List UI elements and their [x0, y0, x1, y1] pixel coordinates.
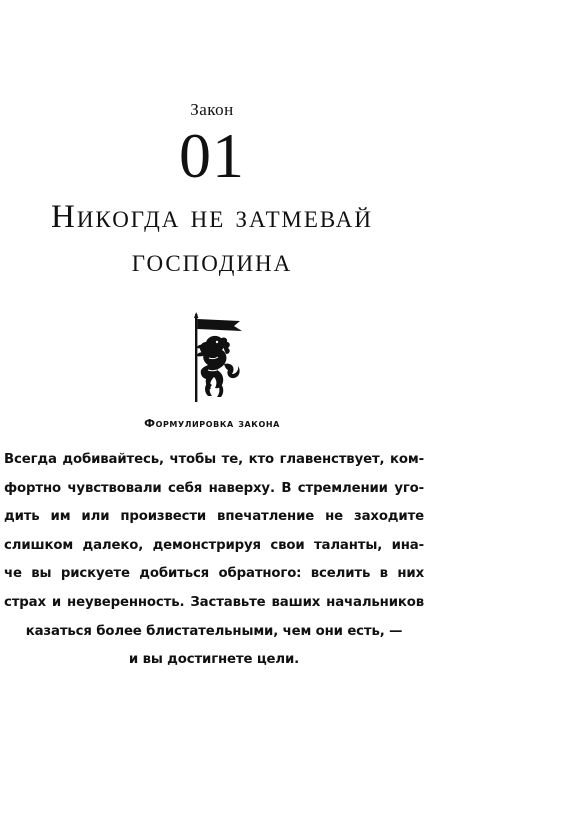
- law-text-line: дить им или произвести впечатление не заходите: [4, 509, 424, 525]
- law-text-line: Всегда добивайтесь, чтобы те, кто главенствует, ком-: [4, 452, 424, 467]
- law-text-line: че вы рискуете добиться обратного: вселить в них: [4, 566, 424, 582]
- law-title: [0, 195, 424, 283]
- law-title-line-2: господина: [131, 243, 293, 279]
- law-title-line-1: Никогда не затмевай: [50, 199, 374, 235]
- law-text-line: слишком далеко, демонстрируя свои таланты, ина-: [4, 537, 424, 553]
- law-text-line: и вы достигнете цели.: [128, 652, 300, 668]
- law-number: 01: [179, 120, 245, 191]
- formulation-heading: Формулировка закона: [144, 417, 280, 430]
- law-label: Закон: [190, 100, 234, 119]
- law-text-line: страх и неуверенность. Заставьте ваших начальников: [4, 594, 424, 610]
- law-text-line: фортно чувствовали себя наверху. В стремлении уго-: [4, 480, 424, 496]
- law-text: [4, 446, 424, 675]
- law-text-line: казаться более блистательными, чем они есть, —: [25, 623, 403, 639]
- knight-lion-banner-icon: [184, 312, 248, 404]
